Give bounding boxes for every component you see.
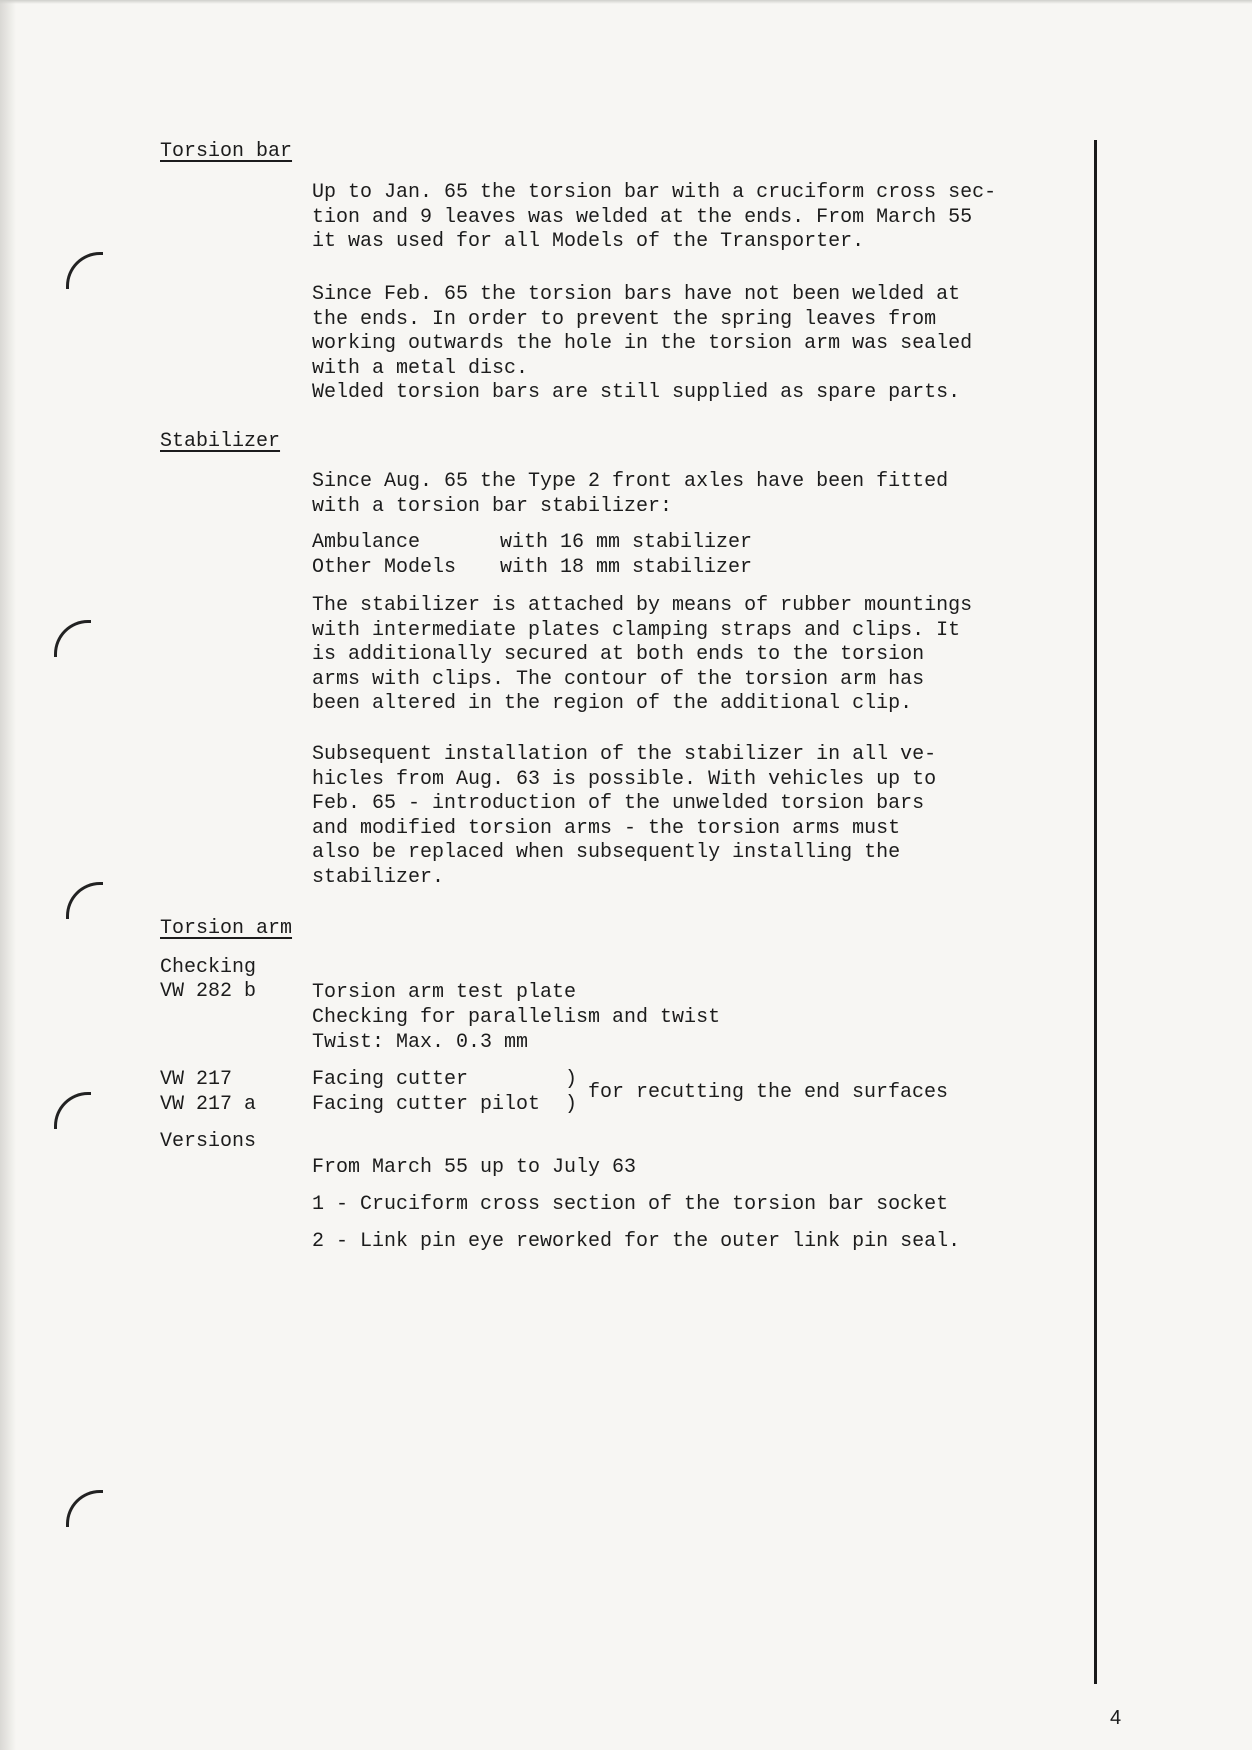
- checking-label: Checking: [160, 956, 257, 979]
- closing-bracket-mark: ): [565, 1093, 578, 1116]
- heading-stabilizer: Stabilizer: [160, 430, 281, 453]
- text-line: with a torsion bar stabilizer:: [312, 494, 673, 518]
- text-line: Torsion arm test plate: [312, 981, 577, 1004]
- torsion-bar-paragraph-2: [312, 283, 972, 406]
- page-number: 4: [1110, 1707, 1122, 1729]
- text-line: stabilizer.: [312, 865, 445, 889]
- tools-note: for recutting the end surfaces: [588, 1081, 949, 1104]
- scan-edge-shadow: [0, 0, 16, 1750]
- versions-intro: From March 55 up to July 63: [312, 1156, 637, 1179]
- text-line: with intermediate plates clamping straps and clips. It: [312, 618, 961, 642]
- punch-hole: [66, 1490, 103, 1527]
- text-line: Since Aug. 65 the Type 2 front axles have been fitted: [312, 470, 949, 493]
- text-line: The stabilizer is attached by means of rubber mountings: [312, 594, 973, 617]
- text-line: Up to Jan. 65 the torsion bar with a cruciform cross sec-: [312, 181, 997, 204]
- stabilizer-table-spec-1: with 16 mm stabilizer: [500, 531, 753, 554]
- text-line: Feb. 65 - introduction of the unwelded torsion bars: [312, 792, 925, 815]
- stabilizer-paragraph-1: [312, 470, 948, 519]
- tool-code-vw217: VW 217: [160, 1068, 233, 1091]
- text-line: working outwards the hole in the torsion arm was sealed: [312, 332, 973, 355]
- scan-top-edge: [0, 0, 1252, 4]
- tool-code-vw217a: VW 217 a: [160, 1093, 257, 1116]
- text-line: Since Feb. 65 the torsion bars have not been welded at: [312, 283, 961, 306]
- stabilizer-paragraph-3: [312, 743, 936, 890]
- stabilizer-table-model-1: Ambulance: [312, 531, 421, 554]
- heading-torsion-arm: Torsion arm: [160, 917, 293, 940]
- stabilizer-table-model-2: Other Models: [312, 556, 457, 579]
- tool-name-facing-cutter: Facing cutter: [312, 1068, 469, 1091]
- text-line: with a metal disc.: [312, 356, 529, 380]
- text-line: hicles from Aug. 63 is possible. With vehicles up to: [312, 767, 937, 791]
- text-line: also be replaced when subsequently installing the: [312, 841, 901, 864]
- version-item-1: 1 - Cruciform cross section of the torsion bar socket: [312, 1193, 949, 1216]
- text-line: is additionally secured at both ends to the torsion: [312, 643, 925, 666]
- torsion-bar-paragraph-1: [312, 181, 996, 255]
- punch-hole: [66, 252, 103, 289]
- text-line: Welded torsion bars are still supplied as spare parts.: [312, 381, 961, 404]
- tool-code-vw282b: VW 282 b: [160, 980, 257, 1003]
- text-line: Subsequent installation of the stabilizer in all ve-: [312, 743, 937, 766]
- text-line: it was used for all Models of the Transporter.: [312, 230, 865, 253]
- stabilizer-table-spec-2: with 18 mm stabilizer: [500, 556, 753, 579]
- margin-rule: [1094, 140, 1097, 1684]
- text-line: Twist: Max. 0.3 mm: [312, 1031, 529, 1054]
- punch-hole: [54, 620, 91, 657]
- version-item-2: 2 - Link pin eye reworked for the outer link pin seal.: [312, 1230, 961, 1253]
- versions-label: Versions: [160, 1130, 257, 1153]
- stabilizer-paragraph-2: [312, 594, 972, 717]
- text-line: been altered in the region of the additional clip.: [312, 692, 913, 715]
- punch-hole: [66, 882, 103, 919]
- text-line: tion and 9 leaves was welded at the ends. From March 55: [312, 205, 973, 229]
- text-line: arms with clips. The contour of the torsion arm has: [312, 667, 925, 691]
- text-line: and modified torsion arms - the torsion arms must: [312, 816, 901, 840]
- text-line: Checking for parallelism and twist: [312, 1006, 721, 1029]
- text-line: the ends. In order to prevent the spring leaves from: [312, 307, 937, 331]
- tool-name-facing-cutter-pilot: Facing cutter pilot: [312, 1093, 541, 1116]
- punch-hole: [54, 1092, 91, 1129]
- closing-bracket-mark: ): [565, 1068, 578, 1091]
- heading-torsion-bar: Torsion bar: [160, 140, 293, 163]
- tool-vw282b-description: [312, 980, 720, 1055]
